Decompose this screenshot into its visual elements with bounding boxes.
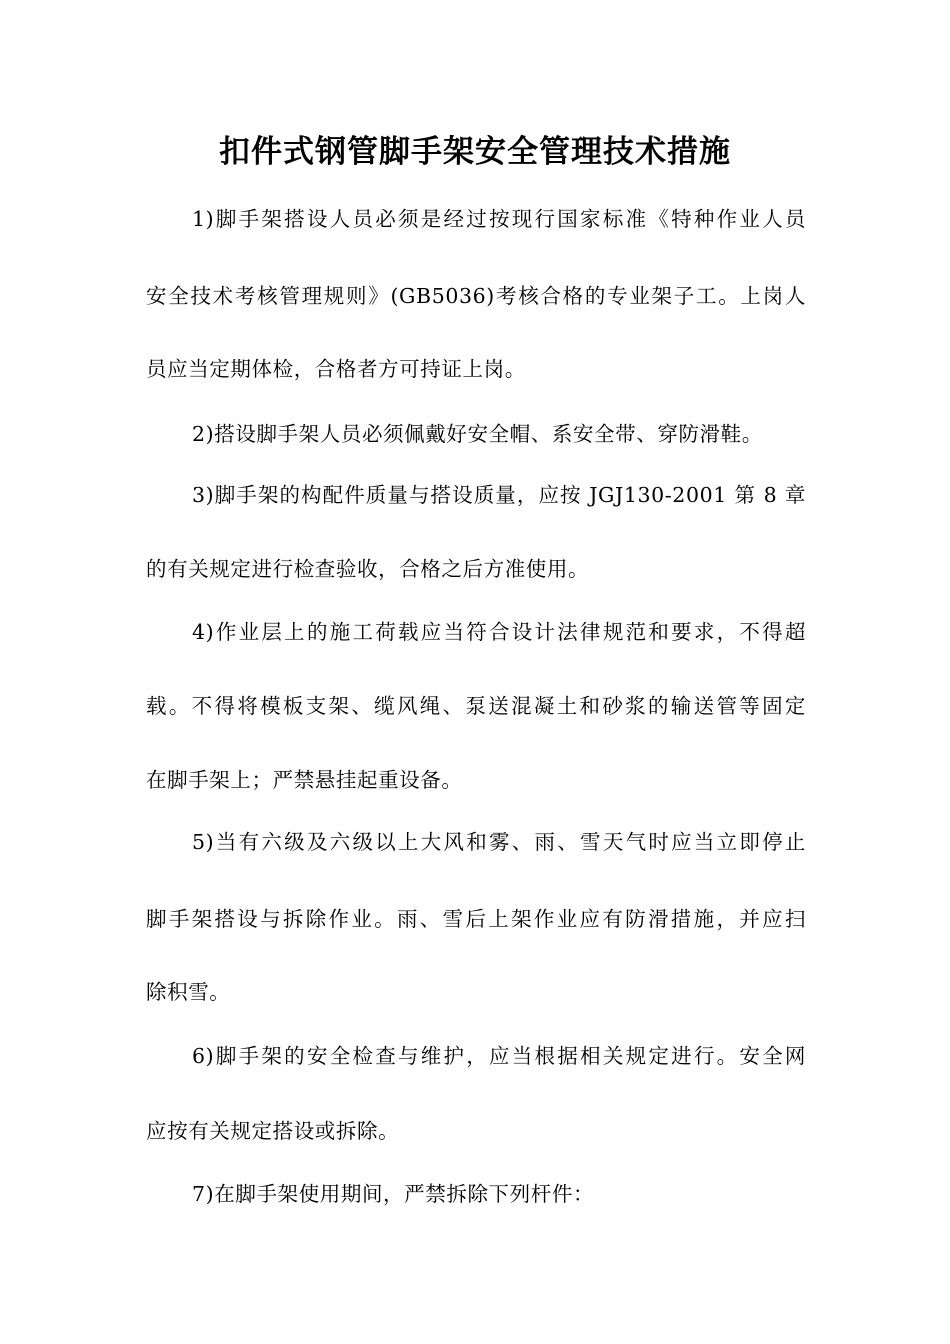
- paragraph-1-line-3: 员应当定期体检，合格者方可持证上岗。: [146, 357, 526, 381]
- paragraph-2-line-1: 2)搭设脚手架人员必须佩戴好安全帽、系安全带、穿防滑鞋。: [192, 422, 763, 446]
- paragraph-5-line-1: 5)当有六级及六级以上大风和雾、雨、雪天气时应当立即停止: [192, 830, 806, 854]
- paragraph-3-line-1: 3)脚手架的构配件质量与搭设质量，应按 JGJ130-2001 第 8 章: [192, 483, 806, 507]
- document-title: 扣件式钢管脚手架安全管理技术措施: [219, 134, 731, 170]
- paragraph-5-line-3: 除积雪。: [146, 980, 231, 1004]
- paragraph-1-line-2: 安全技术考核管理规则》(GB5036)考核合格的专业架子工。上岗人: [146, 284, 806, 308]
- paragraph-4-line-2: 载。不得将模板支架、缆风绳、泵送混凝土和砂浆的输送管等固定: [146, 694, 806, 718]
- paragraph-6-line-2: 应按有关规定搭设或拆除。: [146, 1119, 400, 1143]
- paragraph-3-line-2: 的有关规定进行检查验收，合格之后方准使用。: [146, 557, 590, 581]
- paragraph-5-line-2: 脚手架搭设与拆除作业。雨、雪后上架作业应有防滑措施，并应扫: [146, 907, 806, 931]
- paragraph-7-line-1: 7)在脚手架使用期间，严禁拆除下列杆件：: [192, 1182, 595, 1206]
- paragraph-6-line-1: 6)脚手架的安全检查与维护，应当根据相关规定进行。安全网: [192, 1044, 806, 1068]
- paragraph-4-line-1: 4)作业层上的施工荷载应当符合设计法律规范和要求，不得超: [192, 620, 806, 644]
- paragraph-4-line-3: 在脚手架上；严禁悬挂起重设备。: [146, 768, 463, 792]
- paragraph-1-line-1: 1)脚手架搭设人员必须是经过按现行国家标准《特种作业人员: [192, 207, 806, 231]
